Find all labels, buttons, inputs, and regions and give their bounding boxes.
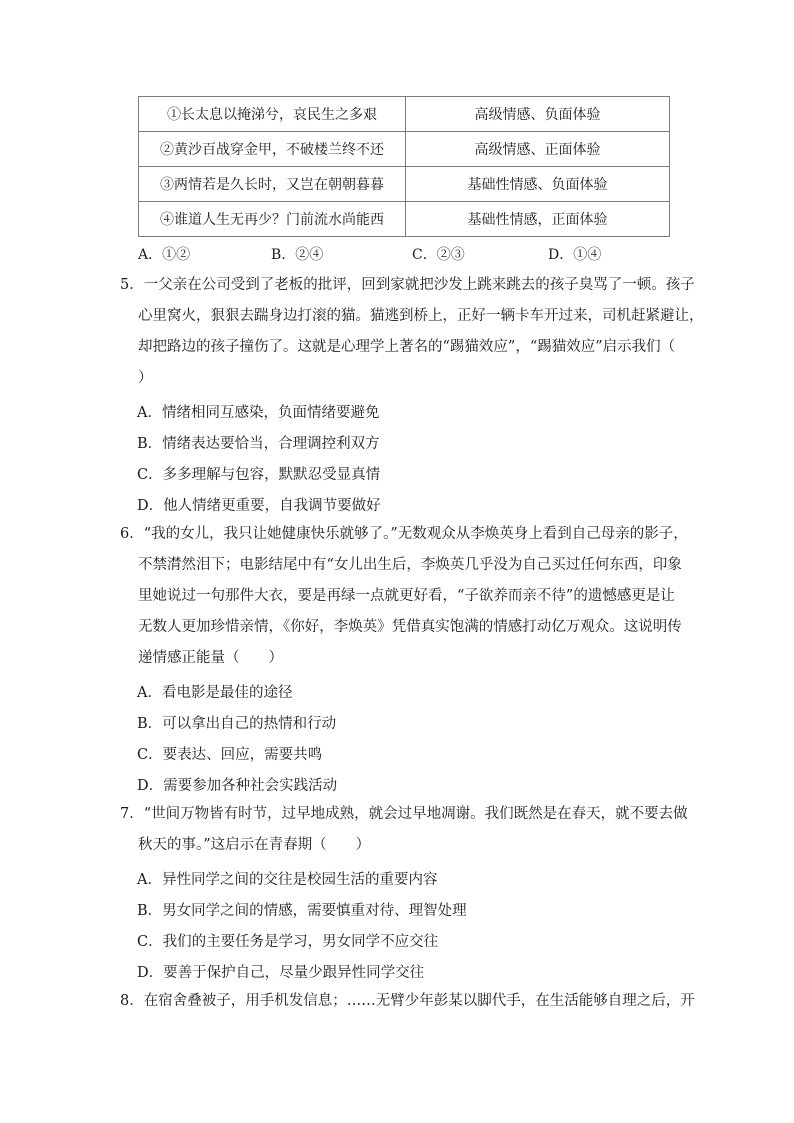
table-row <box>139 202 670 237</box>
option-d[interactable]: D．要善于保护自己，尽量少跟异性同学交往 <box>137 965 425 981</box>
question-6-stem <box>120 519 688 674</box>
question-7-stem <box>120 799 688 861</box>
stem-line: 6．“我的女儿，我只让她健康快乐就够了。”无数观众从李焕英身上看到自己母亲的影子， <box>120 526 688 542</box>
stem-line: 却把路边的孩子撞伤了。这就是心理学上著名的“踢猫效应”，“踢猫效应”启示我们（ <box>138 339 676 355</box>
stem-line: 不禁潸然泪下；电影结尾中有“女儿出生后，李焕英几乎没为自己买过任何东西，印象 <box>138 557 682 573</box>
option-b[interactable]: B．情绪表达要恰当，合理调控利双方 <box>137 436 380 452</box>
option-a[interactable]: A．①② <box>138 247 191 263</box>
stem-line: 8．在宿舍叠被子，用手机发信息；……无臂少年彭某以脚代手，在生活能够自理之后，开 <box>120 993 695 1009</box>
option-a[interactable]: A．看电影是最佳的途径 <box>137 685 293 701</box>
option-d[interactable]: D．他人情绪更重要，自我调节要做好 <box>137 498 381 514</box>
option-a[interactable]: A．异性同学之间的交往是校园生活的重要内容 <box>137 872 438 888</box>
table-row <box>139 167 670 202</box>
option-b[interactable]: B．②④ <box>271 247 324 263</box>
poem-cell: ③两情若是久长时，又岂在朝朝暮暮 <box>139 167 406 202</box>
poem-cell: ②黄沙百战穿金甲，不破楼兰终不还 <box>139 132 406 167</box>
option-b[interactable]: B．男女同学之间的情感，需要慎重对待、理智处理 <box>137 903 467 919</box>
question-8-stem <box>120 986 695 1017</box>
stem-line: 里她说过一句那件大衣，要是再绿一点就更好看，“子欲养而亲不待”的遗憾感更是让 <box>138 588 675 604</box>
emotion-type-cell: 高级情感、正面体验 <box>406 132 670 167</box>
emotion-type-cell: 基础性情感、负面体验 <box>406 167 670 202</box>
option-c[interactable]: C．②③ <box>412 247 465 263</box>
table-row <box>139 132 670 167</box>
emotion-type-cell: 高级情感、负面体验 <box>406 97 670 132</box>
poem-cell: ①长太息以掩涕兮，哀民生之多艰 <box>139 97 406 132</box>
poem-cell: ④谁道人生无再少？门前流水尚能西 <box>139 202 406 237</box>
option-c[interactable]: C．要表达、回应，需要共鸣 <box>137 747 323 763</box>
stem-line: 心里窝火，狠狠去踹身边打滚的猫。猫逃到桥上，正好一辆卡车开过来，司机赶紧避让， <box>138 308 704 324</box>
emotion-type-cell: 基础性情感，正面体验 <box>406 202 670 237</box>
stem-line: 7．“世间万物皆有时节，过早地成熟，就会过早地凋谢。我们既然是在春天，就不要去做 <box>120 806 688 822</box>
question-5-stem <box>120 270 704 394</box>
option-c[interactable]: C．多多理解与包容，默默忍受显真情 <box>137 467 381 483</box>
table-row <box>139 97 670 132</box>
option-c[interactable]: C．我们的主要任务是学习，男女同学不应交往 <box>137 934 439 950</box>
stem-line: 5．一父亲在公司受到了老板的批评，回到家就把沙发上跳来跳去的孩子臭骂了一顿。孩子 <box>120 277 695 293</box>
stem-line: 递情感正能量（ ） <box>138 650 283 666</box>
stem-line: 秋天的事。”这启示在青春期（ ） <box>138 837 371 853</box>
option-d[interactable]: D．①④ <box>548 247 602 263</box>
stem-line: 无数人更加珍惜亲情，《你好，李焕英》凭借真实饱满的情感打动亿万观众。这说明传 <box>138 619 682 635</box>
option-a[interactable]: A．情绪相同互感染，负面情绪要避免 <box>137 405 380 421</box>
stem-line: ） <box>138 370 153 386</box>
poem-emotion-table <box>138 96 670 237</box>
option-d[interactable]: D．需要参加各种社会实践活动 <box>137 778 338 794</box>
option-b[interactable]: B．可以拿出自己的热情和行动 <box>137 716 337 732</box>
